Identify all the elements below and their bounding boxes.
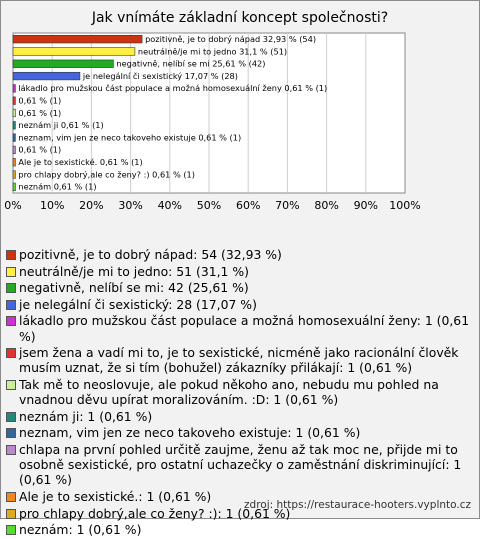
legend-item (5, 442, 477, 488)
legend-swatch (6, 250, 16, 260)
bar-data-label: neutrálně/je mi to jedno 31,1 % (51) (137, 46, 288, 57)
chart-title: Jak vnímáte základní koncept společnosti? (91, 10, 389, 26)
x-tick-label: 0% (4, 199, 22, 212)
bar-data-label: neznam, vim jen ze neco takoveho existuje 0,61 % (1) (18, 132, 242, 143)
legend-label: neznám ji: 1 (0,61 %) (19, 408, 153, 424)
bar-data-label: 0,61 % (1) (18, 107, 62, 118)
bar-data-label: 0,61 % (1) (18, 95, 62, 106)
x-tick-label: 10% (39, 199, 65, 212)
bar (13, 60, 113, 68)
legend-swatch (6, 525, 16, 535)
legend-label: Tak mě to neoslovuje, ale pokud někoho ano, nebudu mu pohled na vnadnou děvu upírat moralizováním. :D: 1 (0,61 %) (19, 376, 439, 408)
x-tick-label: 100% (389, 199, 421, 212)
legend-swatch (6, 300, 16, 310)
legend-swatch (6, 348, 16, 358)
legend (5, 247, 477, 539)
legend-swatch (6, 428, 16, 438)
x-tick-label: 40% (157, 199, 183, 212)
x-tick-label: 50% (196, 199, 222, 212)
bar (13, 171, 15, 179)
bar (13, 183, 15, 191)
bar-data-label: Ale je to sexistické. 0,61 % (1) (18, 157, 143, 168)
legend-label: neznam, vim jen ze neco takoveho existuje: 1 (0,61 %) (19, 425, 361, 441)
legend-item (5, 297, 477, 312)
bar-data-label: negativně, nelíbí se mi 25,61 % (42) (116, 58, 266, 69)
legend-label: neznám: 1 (0,61 %) (19, 522, 142, 538)
bar-chart (1, 1, 479, 246)
x-tick-label: 20% (79, 199, 104, 212)
bar (13, 85, 15, 93)
bar (13, 109, 15, 117)
bar-data-label: je nelegální či sexistický 17,07 % (28) (82, 70, 238, 81)
x-tick-label: 70% (275, 199, 300, 212)
legend-label: pro chlapy dobrý,ale co ženy? :): 1 (0,61 %) (19, 505, 291, 521)
legend-swatch (6, 380, 16, 390)
legend-swatch (6, 445, 16, 455)
bar-data-label: pozitivně, je to dobrý nápad 32,93 % (54) (145, 33, 317, 44)
legend-swatch (6, 412, 16, 422)
legend-swatch (6, 509, 16, 519)
legend-label: pozitivně, je to dobrý nápad: 54 (32,93 %) (19, 247, 282, 262)
legend-item (5, 522, 477, 537)
legend-item (5, 409, 477, 424)
legend-label: negativně, nelíbí se mi: 42 (25,61 %) (19, 280, 249, 296)
legend-label: je nelegální či sexistický: 28 (17,07 %) (19, 296, 257, 312)
x-tick-label: 80% (314, 199, 339, 212)
legend-label: jsem žena a vadí mi to, je to sexistické, nicméně jako racionální člověk musím uznat, že si tím (bohužel) zákazníky přilákají: 1 (0,61 %) (19, 345, 459, 376)
legend-item (5, 247, 477, 262)
legend-label: neutrálně/je mi to jedno: 51 (31,1 %) (19, 263, 249, 279)
bar (13, 72, 80, 80)
legend-swatch (6, 283, 16, 293)
legend-item (5, 264, 477, 279)
bar (13, 158, 15, 166)
legend-item (5, 280, 477, 295)
legend-swatch (6, 267, 16, 277)
bar-data-label: 0,61 % (1) (18, 144, 62, 155)
bar (13, 146, 15, 154)
legend-swatch (6, 316, 16, 326)
bar-data-label: pro chlapy dobrý,ale co ženy? :) 0,61 % (1) (18, 169, 195, 180)
x-tick-label: 30% (118, 199, 143, 212)
legend-label: Ale je to sexistické.: 1 (0,61 %) (19, 488, 212, 504)
bar-data-label: neznám 0,61 % (1) (18, 181, 97, 192)
legend-swatch (6, 492, 16, 502)
legend-label: lákadlo pro mužskou část populace a možná homosexuální ženy: 1 (0,61 %) (19, 313, 470, 344)
legend-item (5, 345, 477, 375)
legend-item (5, 377, 477, 407)
bar-data-label: neznám ji 0,61 % (1) (18, 120, 104, 131)
bar-data-label: lákadlo pro mužskou část populace a možná homosexuální ženy 0,61 % (1) (18, 83, 328, 94)
bar (13, 97, 15, 105)
x-tick-label: 60% (235, 199, 261, 212)
bar (13, 48, 135, 56)
legend-label: chlapa na první pohled určitě zaujme, ženu až tak moc ne, přijde mi to osobně sexistické, pro ostatní uchazečky o zaměstnání diskriminující: 1 (0,61 %) (19, 441, 462, 488)
x-tick-label: 90% (353, 199, 379, 212)
legend-item (5, 313, 477, 343)
bar (13, 35, 142, 43)
legend-item (5, 425, 477, 440)
bar (13, 121, 15, 129)
source-text[interactable]: zdroj: https://restaurace-hooters.vyplnto.cz (244, 499, 471, 511)
bar (13, 134, 15, 142)
